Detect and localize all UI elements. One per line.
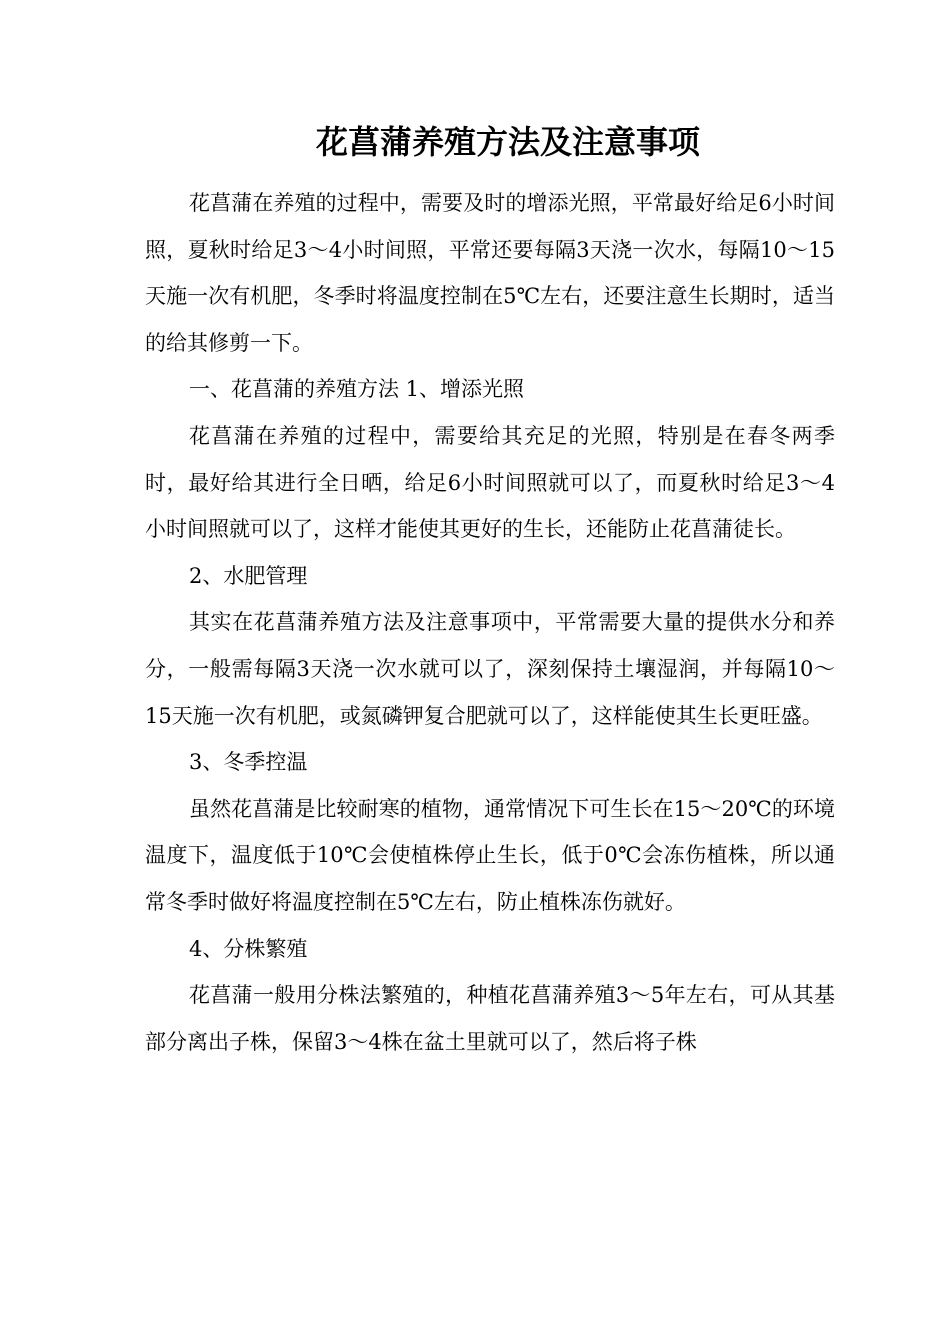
document-body [145, 180, 835, 1065]
paragraph: 虽然花菖蒲是比较耐寒的植物，通常情况下可生长在15～20℃的环境温度下，温度低于10℃会使植株停止生长，低于0℃会冻伤植株，所以通常冬季时做好将温度控制在5℃左右，防止植株冻伤就好。 [145, 796, 835, 914]
paragraph: 花菖蒲在养殖的过程中，需要及时的增添光照，平常最好给足6小时间照，夏秋时给足3～4小时间照，平常还要每隔3天浇一次水，每隔10～15天施一次有机肥，冬季时将温度控制在5℃左右，还要注意生长期时，适当的给其修剪一下。 [145, 191, 835, 355]
paragraph: 花菖蒲在养殖的过程中，需要给其充足的光照，特别是在春冬两季时，最好给其进行全日晒，给足6小时间照就可以了，而夏秋时给足3～4小时间照就可以了，这样才能使其更好的生长，还能防止花菖蒲徒长。 [145, 423, 835, 542]
paragraph: 花菖蒲一般用分株法繁殖的，种植花菖蒲养殖3～5年左右，可从其基部分离出子株，保留3～4株在盆土里就可以了，然后将子株 [145, 983, 835, 1054]
paragraph: 其实在花菖蒲养殖方法及注意事项中，平常需要大量的提供水分和养分，一般需每隔3天浇一次水就可以了，深刻保持土壤湿润，并每隔10～15天施一次有机肥，或氮磷钾复合肥就可以了，这样能使其生长更旺盛。 [145, 610, 835, 728]
section-heading: 3、冬季控温 [189, 750, 308, 775]
section-heading: 4、分株繁殖 [189, 936, 308, 961]
section-heading: 2、水肥管理 [189, 563, 308, 588]
document-title: 花菖蒲养殖方法及注意事项 [315, 123, 700, 161]
section-heading: 一、花菖蒲的养殖方法 1、增添光照 [189, 377, 525, 402]
